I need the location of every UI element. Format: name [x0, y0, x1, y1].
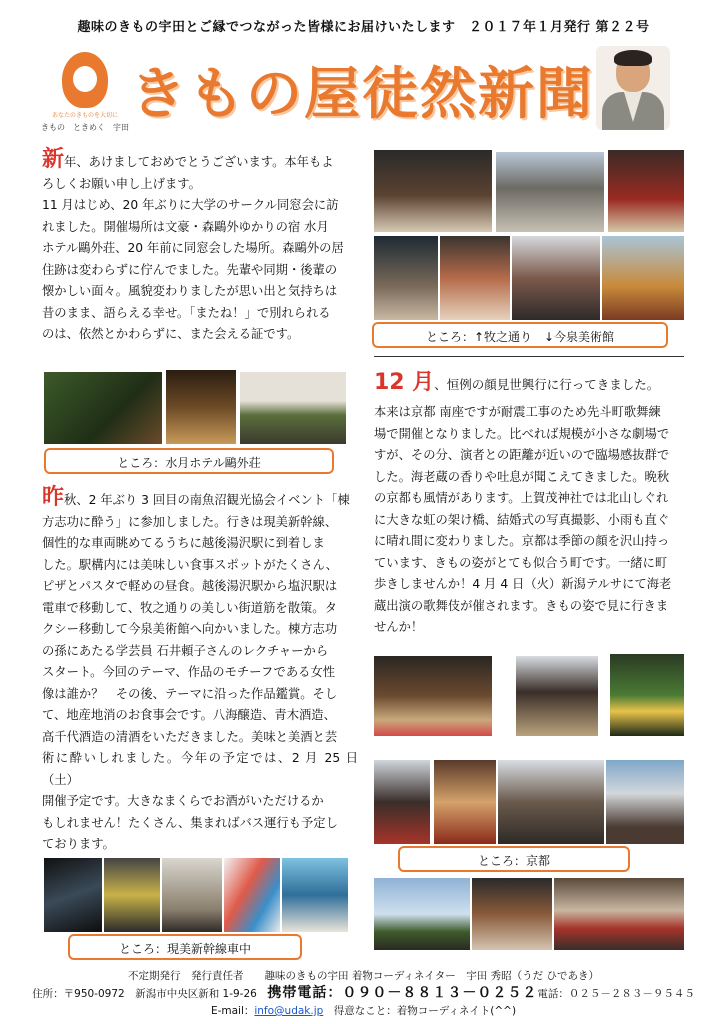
right-column — [374, 370, 684, 639]
address: 住所：〒950-0972 新潟市中央区新和 1-9-26 — [32, 988, 268, 1000]
photo-makinodori-road — [496, 152, 604, 232]
photo-museum-woman — [440, 236, 510, 320]
specialty: 得意なこと：着物コーディネイト(^^) — [323, 1005, 517, 1017]
text-line: 歩きしませんか！4 月 4 日（火）新潟テルサにて海老 — [374, 577, 672, 591]
text-line: もしれません！たくさん、集まればバス運行も予定し — [42, 815, 338, 830]
logo-subtitle: あなたのきものを大切に — [51, 112, 118, 119]
month-label: 12 月 — [374, 370, 435, 395]
author-portrait — [596, 46, 670, 130]
photo-kyoto-group-street — [554, 878, 684, 950]
photo-christmas-tree — [610, 654, 684, 736]
text-line: れました。開催場所は文豪・森鷗外ゆかりの宿 水月 — [42, 219, 329, 234]
text-line: 蔵出演の歌舞伎が催されます。きもの姿で見に行きま — [374, 598, 669, 613]
text-line: 11 月はじめ、20 年ぶりに大学のサークル同窓会に訪 — [42, 198, 339, 212]
publisher-line: 不定期発行 発行責任者 趣味のきもの宇田 着物コーディネイター 宇田 秀昭（うだ ひであき） — [128, 970, 599, 982]
text-line: ております。 — [42, 837, 115, 851]
text-line: 方志功に酔う」に参加しました。行きは現美新幹線、 — [42, 514, 338, 529]
text-line: クシー移動して今泉美術館へ向かいました。棟方志功 — [42, 622, 338, 636]
dropcap-new: 新 — [42, 147, 65, 172]
photo-kyoto-rainbow — [374, 878, 470, 950]
text-line: ています、きもの姿がとても似合う町です。一緒に町 — [374, 555, 668, 570]
text-line: 術に酔いしれました。今年の予定では、2 月 25 日（土） — [42, 751, 358, 787]
left-column — [42, 147, 358, 346]
photo-train-exterior — [44, 858, 102, 932]
text-line: した。駅構内には美味しい食事スポットがたくさん、 — [42, 557, 338, 572]
text-line: スタート。今回のテーマ、作品のモチーフである女性 — [42, 665, 336, 679]
photo-display — [608, 150, 684, 232]
text-line: のは、依然とかわらずに、また会える証です。 — [42, 327, 300, 341]
heading-rest: 、恒例の顔見世興行に行ってきました。 — [434, 377, 660, 392]
text-line: 個性的な車両眺めてるうちに越後湯沢駅に到着しま — [42, 536, 325, 550]
text-line: て、地産地消のお食事会です。八海醸造、青木酒造、 — [42, 708, 336, 722]
photo-garden — [44, 372, 162, 444]
photo-museum-craft — [602, 236, 684, 320]
email-line — [0, 1003, 727, 1020]
shop-logo — [40, 48, 130, 136]
section-divider — [374, 356, 684, 357]
text-line: ホテル鷗外荘、20 年前に同窓会した場所。森鷗外の居 — [42, 241, 344, 255]
footer — [0, 968, 727, 1020]
photo-train-seats — [104, 858, 160, 932]
text-line: 秋、2 年ぶり 3 回目の南魚沼観光協会イベント「棟 — [64, 493, 350, 507]
left-column-2 — [42, 485, 358, 856]
text-line: ピザとパスタで軽めの昼食。越後湯沢駅から塩沢駅は — [42, 579, 338, 593]
caption-kyoto: ところ：京都 — [398, 846, 630, 872]
text-line: 住跡は変わらずに佇んでました。先輩や同期・後輩の — [42, 262, 338, 277]
text-line: の孫にあたる学芸員 石井頼子さんのレクチャーから — [42, 643, 329, 658]
photo-train-corridor — [162, 858, 222, 932]
photo-kyoto-food — [434, 760, 496, 844]
logo-face-icon — [73, 66, 97, 92]
caption-makinodori-museum: ところ：↑牧之通り ↓今泉美術館 — [372, 322, 668, 348]
kyoto-paragraph — [374, 402, 684, 639]
photo-train-window — [282, 858, 348, 932]
text-line: 場で開催となりました。比べれば規模が小さな劇場で — [374, 426, 670, 441]
caption-ogaiso: ところ：水月ホテル鷗外荘 — [44, 448, 334, 474]
email-label: E-mail： — [210, 1005, 255, 1017]
caption-train: ところ：現美新幹線車中 — [68, 934, 302, 960]
photo-kyoto-shrine-group — [374, 656, 492, 736]
photo-kyoto-street-kimono — [374, 760, 430, 844]
text-line: 高千代酒造の清酒をいただきました。美味と美酒と芸 — [42, 729, 338, 744]
photo-kyoto-temple — [516, 656, 598, 736]
masthead-title: きもの屋徒然新聞 — [130, 62, 594, 127]
text-line: ろしくお願い申し上げます。 — [42, 176, 201, 191]
logo-name: きもの ときめく 宇田 — [41, 123, 129, 132]
dropcap-last-year: 昨 — [42, 485, 65, 510]
text-line: 像は誰か？ その後、テーマに沿った作品鑑賞。そし — [42, 686, 338, 701]
autumn-event-paragraph — [42, 485, 358, 856]
text-line: した。海老蔵の香りや吐息が聞こえてきました。晩秋 — [374, 469, 670, 484]
text-line: の京都も風情があります。上賀茂神社では北山しぐれ — [374, 491, 669, 505]
email-link[interactable]: info@udak.jp — [254, 1005, 324, 1017]
text-line: に晴れ間に変わりました。京都は季節の顔を沢山持っ — [374, 534, 670, 548]
new-year-paragraph — [42, 147, 358, 346]
address-line — [0, 985, 727, 1003]
text-line: 懐かしい面々。風貌変わりましたが思い出と気持ちは — [42, 284, 338, 298]
text-line: に大きな虹の架け橋、結婚式の写真撮影、小雨も直ぐ — [374, 512, 670, 527]
photo-train-art — [224, 858, 280, 932]
office-phone: 電話：０２５－２８３－９５４５ — [537, 988, 695, 1000]
photo-interior — [166, 370, 236, 444]
photo-kyoto-wedding — [472, 878, 552, 950]
text-line: 年、あけましておめでとうございます。本年もよ — [64, 155, 334, 169]
text-line: 電車で移動して、牧之通りの美しい街道筋を散策。タ — [42, 600, 337, 615]
text-line: 本来は京都 南座ですが耐震工事のため先斗町歌舞練 — [374, 405, 661, 419]
photo-kyoto-sky — [606, 760, 684, 844]
text-line: せんか！ — [374, 620, 424, 634]
photo-makinodori-street — [374, 150, 492, 232]
photo-kyoto-shopping-street — [498, 760, 604, 844]
photo-museum-group — [512, 236, 600, 320]
kaomise-heading — [374, 370, 684, 398]
issue-line: 趣味のきもの宇田とご縁でつながった皆様にお届けいたします ２０１７年１月発行 第２２号 — [77, 20, 650, 35]
mobile-phone: 携帯電話：０９０－８８１３－０２５２ — [267, 985, 538, 1001]
photo-group — [240, 372, 346, 444]
text-line: すが、その分、演者との距離が近いので臨場感抜群で — [374, 448, 670, 462]
text-line: 開催予定です。大きなまくらでお酒がいただけるか — [42, 794, 324, 808]
photo-museum-hall — [374, 236, 438, 320]
text-line: 昔のまま、語らえる幸せ。「またね！」で別れられる — [42, 305, 331, 320]
